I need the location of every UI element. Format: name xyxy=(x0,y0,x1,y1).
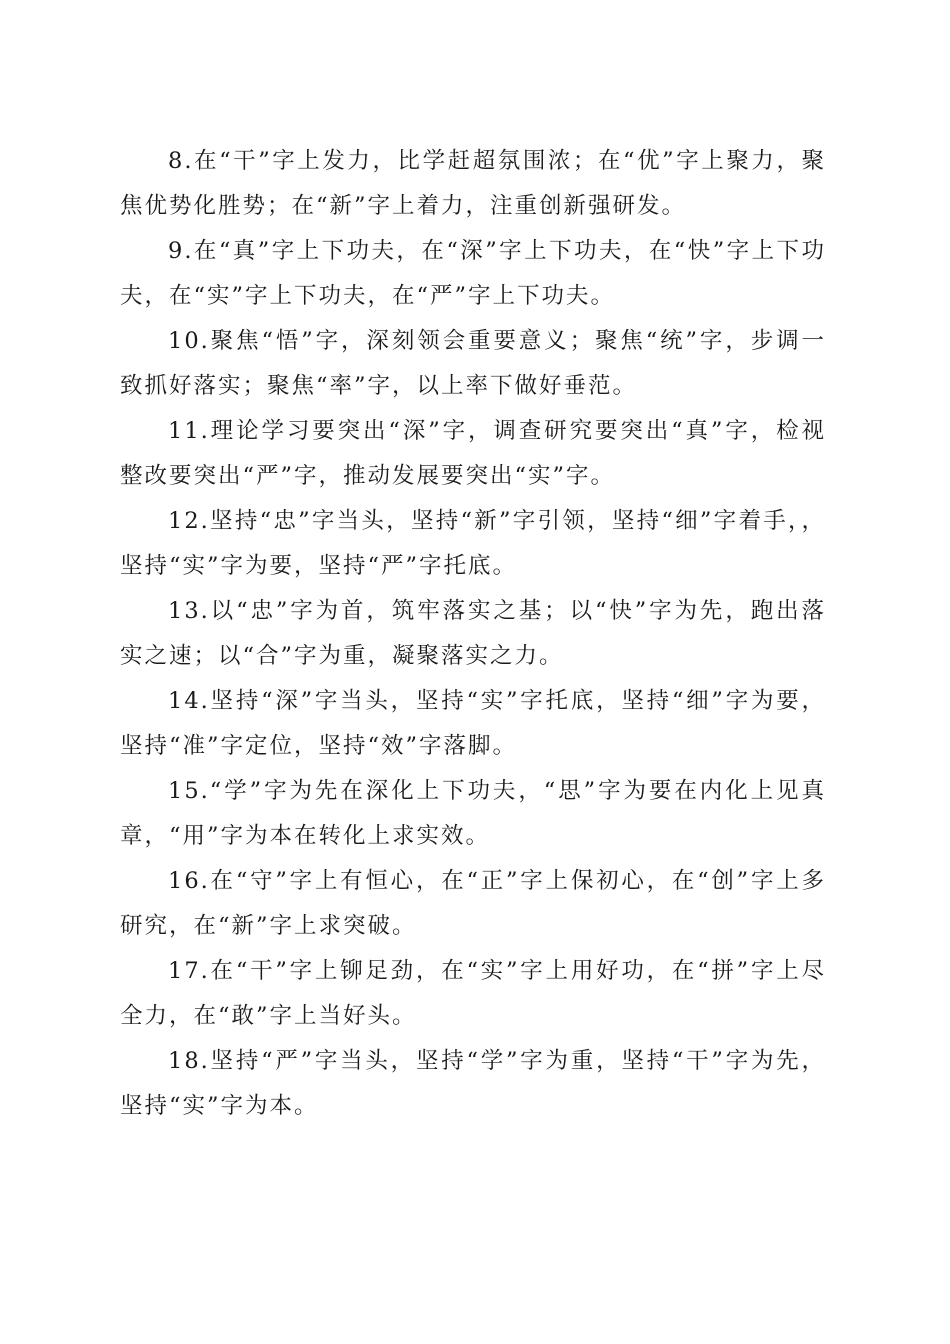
paragraph-16: 16.在“守”字上有恒心，在“正”字上保初心，在“创”字上多研究，在“新”字上求突破。 xyxy=(120,868,826,939)
paragraph-14: 14.坚持“深”字当头，坚持“实”字托底，坚持“细”字为要，坚持“准”字定位，坚持“效”字落脚。 xyxy=(120,688,826,759)
paragraph-12: 12.坚持“忠”字当头，坚持“新”字引领，坚持“细”字着手，，坚持“实”字为要，坚持“严”字托底。 xyxy=(120,508,826,579)
paragraph-17: 17.在“干”字上铆足劲，在“实”字上用好功，在“拼”字上尽全力，在“敢”字上当好头。 xyxy=(120,958,826,1029)
paragraph-8: 8.在“干”字上发力，比学赶超氛围浓；在“优”字上聚力，聚焦优势化胜势；在“新”字上着力，注重创新强研发。 xyxy=(120,148,826,219)
paragraph-15: 15.“学”字为先在深化上下功夫，“思”字为要在内化上见真章，“用”字为本在转化上求实效。 xyxy=(120,778,826,849)
paragraph-11: 11.理论学习要突出“深”字，调查研究要突出“真”字，检视整改要突出“严”字，推动发展要突出“实”字。 xyxy=(120,418,826,489)
paragraph-13: 13.以“忠”字为首，筑牢落实之基；以“快”字为先，跑出落实之速；以“合”字为重，凝聚落实之力。 xyxy=(120,598,826,669)
paragraph-10: 10.聚焦“悟”字，深刻领会重要意义；聚焦“统”字，步调一致抓好落实；聚焦“率”字，以上率下做好垂范。 xyxy=(120,328,826,399)
paragraph-18: 18.坚持“严”字当头，坚持“学”字为重，坚持“干”字为先，坚持“实”字为本。 xyxy=(120,1048,826,1119)
document-body xyxy=(120,139,826,1129)
paragraph-9: 9.在“真”字上下功夫，在“深”字上下功夫，在“快”字上下功夫，在“实”字上下功夫，在“严”字上下功夫。 xyxy=(120,238,826,309)
